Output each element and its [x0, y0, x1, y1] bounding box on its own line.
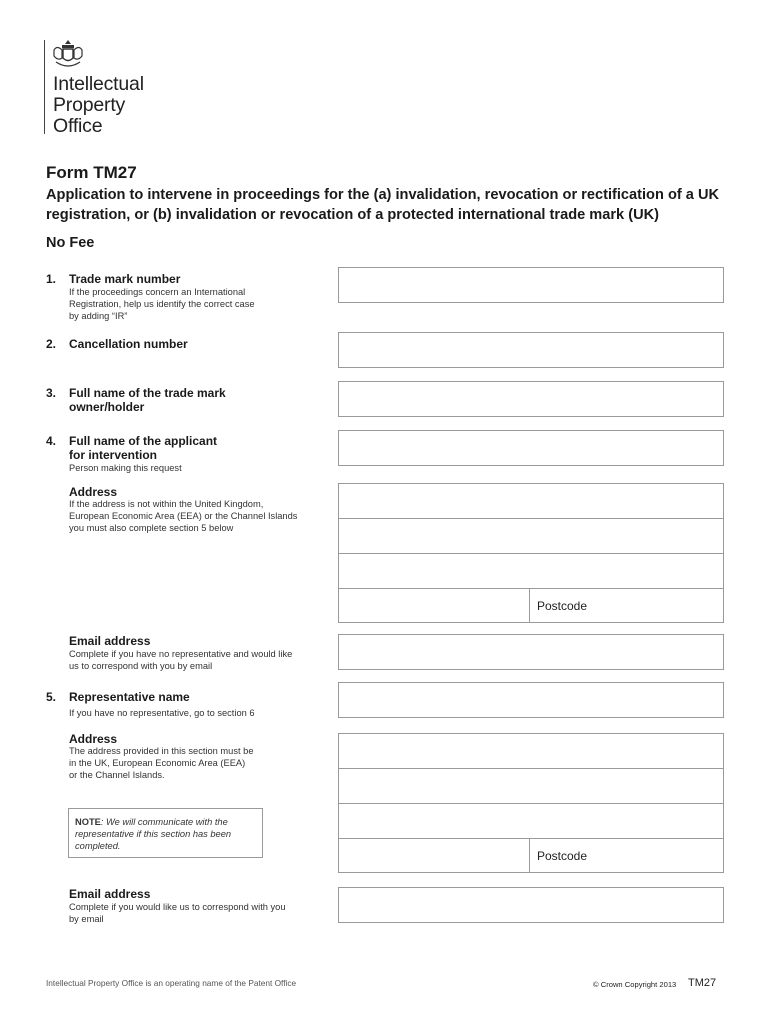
representative-note [68, 808, 263, 858]
representative-name-input[interactable] [338, 682, 724, 718]
fee-label: No Fee [46, 235, 95, 251]
owner-name-label-2: owner/holder [69, 400, 145, 414]
representative-address-line-4-input[interactable] [339, 838, 529, 873]
applicant-email-help-2: us to correspond with you by email [69, 661, 213, 671]
field-2-number: 2. [46, 337, 57, 351]
trade-mark-number-help-3: by adding “IR” [69, 311, 128, 321]
trade-mark-number-help-1: If the proceedings concern an International [69, 287, 246, 297]
note-label: NOTE [75, 817, 101, 827]
field-4-number: 4. [46, 434, 57, 448]
applicant-postcode-input[interactable] [529, 588, 724, 623]
applicant-name-label-2: for intervention [69, 448, 158, 462]
applicant-address-label: Address [69, 485, 118, 499]
applicant-address-help-1: If the address is not within the United Kingdom, [69, 499, 264, 509]
form-subtitle: Application to intervene in proceedings for the (a) invalidation, revocation or rectification of a UK registration, or (b) invalidation or revocation of a protected international trade mark (UK) [46, 187, 720, 223]
cancellation-number-input[interactable] [338, 332, 724, 368]
field-5-number: 5. [46, 690, 57, 704]
royal-crest-icon [50, 38, 86, 70]
owner-name-label-1: Full name of the trade mark [69, 386, 226, 400]
applicant-name-label-1: Full name of the applicant [69, 434, 218, 448]
trade-mark-number-help-2: Registration, help us identify the correct case [69, 299, 255, 309]
footer-copyright: © Crown Copyright 2013 [593, 980, 677, 989]
trade-mark-number-label: Trade mark number [69, 272, 181, 286]
representative-email-input[interactable] [338, 887, 724, 923]
applicant-address-help-3: you must also complete section 5 below [69, 523, 234, 533]
representative-postcode-input[interactable] [529, 838, 724, 873]
trade-mark-number-input[interactable] [338, 267, 724, 303]
cancellation-number-label: Cancellation number [69, 337, 188, 351]
org-name-line-2: Property [53, 94, 126, 116]
representative-address-help-2: in the UK, European Economic Area (EEA) [69, 758, 246, 768]
representative-address-label: Address [69, 732, 118, 746]
applicant-postcode-label: Postcode [537, 599, 588, 613]
org-name-line-3: Office [53, 115, 103, 137]
applicant-email-label: Email address [69, 634, 151, 648]
applicant-address-line-3-input[interactable] [339, 553, 723, 589]
representative-email-help-2: by email [69, 914, 104, 924]
applicant-email-input[interactable] [338, 634, 724, 670]
representative-address-line-1-input[interactable] [339, 734, 723, 769]
applicant-email-help-1: Complete if you have no representative and would like [69, 649, 293, 659]
logo-divider [44, 40, 45, 134]
form-title: Form TM27 [46, 163, 137, 182]
representative-address-help-1: The address provided in this section must be [69, 746, 254, 756]
representative-postcode-label: Postcode [537, 849, 588, 863]
applicant-name-help: Person making this request [69, 463, 182, 473]
applicant-address-line-1-input[interactable] [339, 484, 723, 519]
footer-form-code: TM27 [688, 977, 717, 989]
applicant-name-input[interactable] [338, 430, 724, 466]
applicant-address-line-4-input[interactable] [339, 588, 529, 623]
applicant-address-help-2: European Economic Area (EEA) or the Channel Islands [69, 511, 298, 521]
applicant-address-line-2-input[interactable] [339, 518, 723, 554]
applicant-address-box [338, 483, 724, 623]
representative-address-line-2-input[interactable] [339, 768, 723, 804]
org-name-line-1: Intellectual [53, 73, 144, 95]
representative-address-help-3: or the Channel Islands. [69, 770, 165, 780]
representative-name-label: Representative name [69, 690, 190, 704]
representative-email-label: Email address [69, 887, 151, 901]
owner-name-input[interactable] [338, 381, 724, 417]
field-3-number: 3. [46, 386, 57, 400]
field-1-number: 1. [46, 272, 57, 286]
representative-address-line-3-input[interactable] [339, 803, 723, 839]
note-text: : We will communicate with the representative if this section has been completed. [75, 817, 232, 851]
representative-name-help: If you have no representative, go to section 6 [69, 708, 255, 718]
representative-address-box [338, 733, 724, 873]
representative-email-help-1: Complete if you would like us to correspond with you [69, 902, 286, 912]
footer-operating-name: Intellectual Property Office is an operating name of the Patent Office [46, 978, 297, 988]
